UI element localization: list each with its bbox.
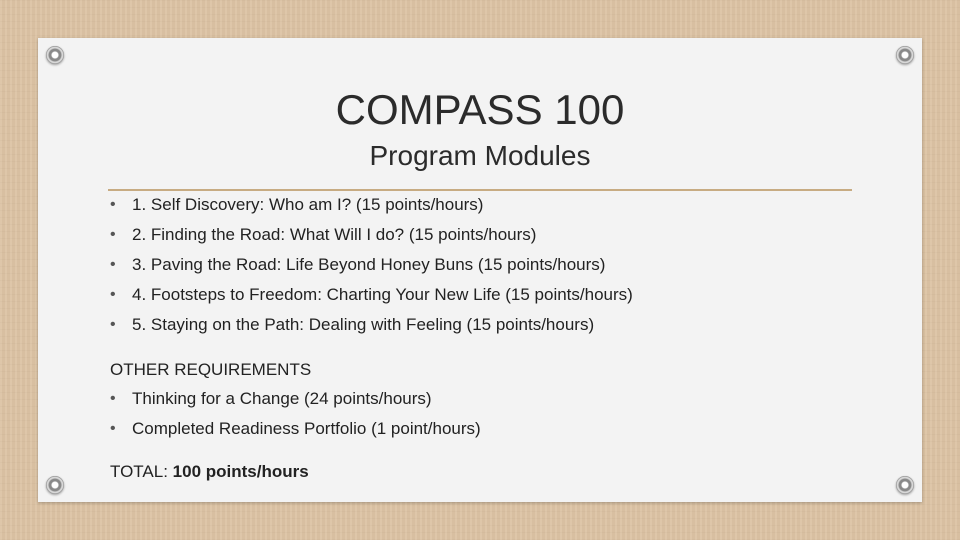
bullet-icon: • [110,420,116,437]
total-line [110,457,309,487]
module-item [110,280,633,310]
bullet-icon: • [110,390,116,407]
slide-title: COMPASS 100 [335,86,625,133]
module-item [110,250,633,280]
total-value: 100 points/hours [172,462,309,481]
bullet-icon: • [110,316,116,333]
module-text: 1. Self Discovery: Who am I? (15 points/hours) [132,195,484,214]
thumbtack-icon [896,46,914,64]
module-text: 5. Staying on the Path: Dealing with Feeling (15 points/hours) [132,315,595,334]
other-requirements-heading: OTHER REQUIREMENTS [110,360,312,379]
total-label: TOTAL: [110,462,173,481]
module-list [110,190,633,340]
requirements-list [110,384,481,444]
requirement-text: Thinking for a Change (24 points/hours) [132,389,432,408]
bullet-icon: • [110,196,116,213]
module-text: 2. Finding the Road: What Will I do? (15 points/hours) [132,225,537,244]
slide-subtitle: Program Modules [369,140,591,171]
module-text: 3. Paving the Road: Life Beyond Honey Buns (15 points/hours) [132,255,606,274]
bullet-icon: • [110,286,116,303]
bullet-icon: • [110,226,116,243]
module-item [110,220,633,250]
thumbtack-icon [46,476,64,494]
requirement-item [110,414,481,444]
thumbtack-icon [896,476,914,494]
module-text: 4. Footsteps to Freedom: Charting Your New Life (15 points/hours) [132,285,633,304]
thumbtack-icon [46,46,64,64]
requirement-text: Completed Readiness Portfolio (1 point/hours) [132,419,481,438]
module-item [110,190,633,220]
requirement-item [110,384,481,414]
module-item [110,310,633,340]
bullet-icon: • [110,256,116,273]
